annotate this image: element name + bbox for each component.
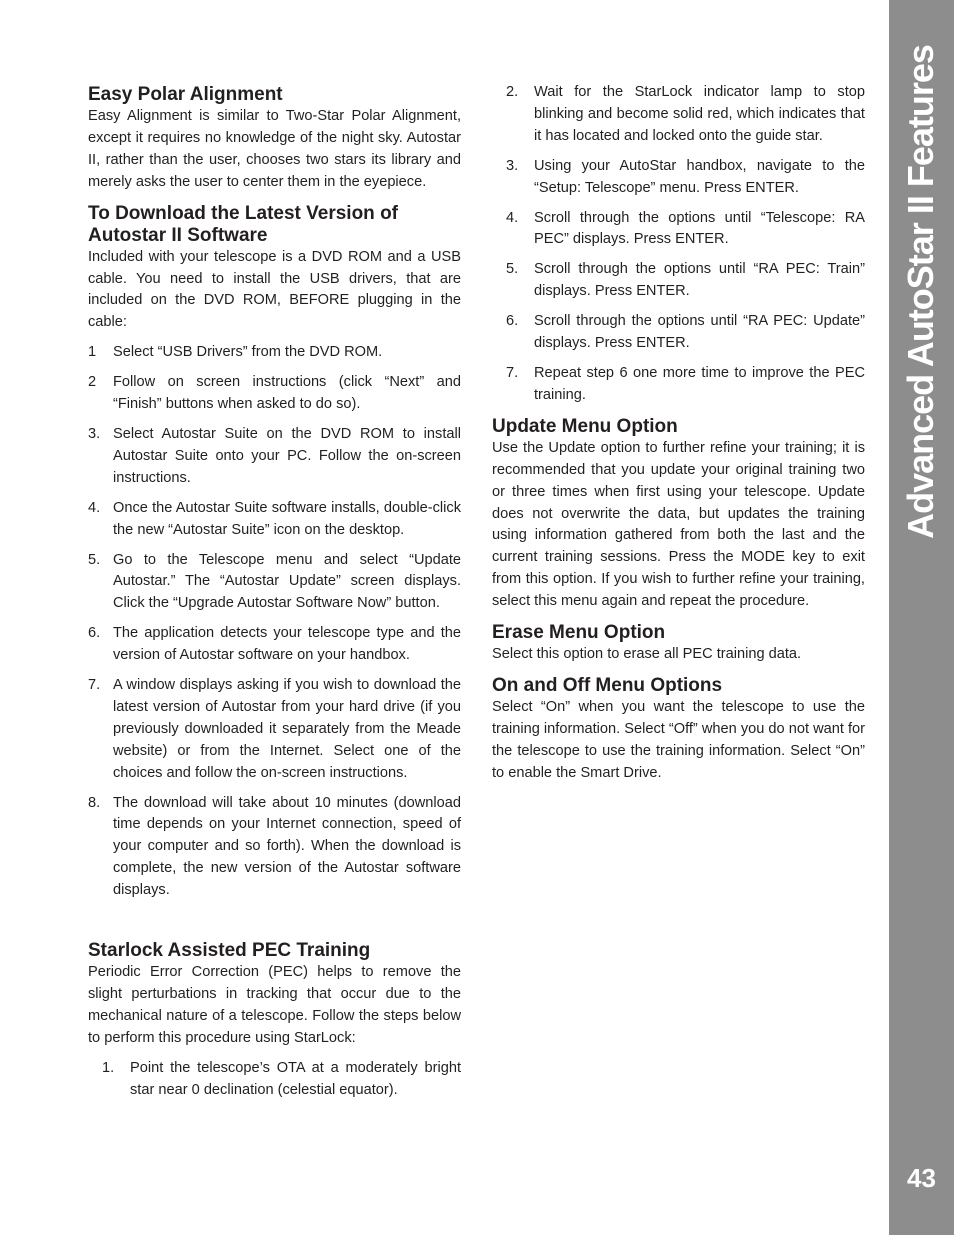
list-item: 6. Scroll through the options until “RA PEC: Update” displays. Press ENTER. [506,313,865,352]
starlock-steps-continued [492,82,865,407]
erase-body: Select this option to erase all PEC training data. [492,646,802,663]
chapter-title: Advanced AutoStar II Features [900,45,941,539]
list-item: 7. Repeat step 6 one more time to improve the PEC training. [506,364,865,403]
list-item: 5. Scroll through the options until “RA PEC: Train” displays. Press ENTER. [506,261,865,300]
easy-polar-body: Easy Alignment is similar to Two-Star Polar Alignment, except it requires no knowledge of the night sky. Autostar II, rather than the user, chooses two stars its library and merely asks the user to center them in the eyepiece. [88,108,461,190]
update-heading: Update Menu Option [492,415,678,437]
list-item: 3. Select Autostar Suite on the DVD ROM to install Autostar Suite onto your PC. Follow the on-screen instructions. [88,425,461,486]
onoff-heading: On and Off Menu Options [492,674,723,696]
list-item: 1. Point the telescope’s OTA at a moderately bright star near 0 declination (celestial equator). [102,1059,461,1098]
list-item: 2 Follow on screen instructions (click “Next” and “Finish” buttons when asked to do so). [88,374,461,413]
left-column [88,84,461,1102]
update-body: Use the Update option to further refine your training; it is recommended that you update your original training two or three times when first using your telescope. Update does not overwrite the data, but updates the training using information gathered from both the last and the current training sessions. Press the MODE key to exit from this option. If you wish to further refine your training, select this menu again and repeat the procedure. [492,439,865,610]
list-item: 8. The download will take about 10 minutes (download time depends on your Internet connection, speed of your computer and so forth). When the download is complete, the new version of the Autostar software displays. [88,794,461,899]
erase-heading: Erase Menu Option [492,622,666,644]
download-body: Included with your telescope is a DVD ROM and a USB cable. You need to install the USB drivers, that are included on the DVD ROM, BEFORE plugging in the cable: [88,248,461,331]
starlock-heading: Starlock Assisted PEC Training [88,940,371,962]
download-heading: To Download the Latest Version of Autostar II Software [88,202,399,246]
list-item: 4. Scroll through the options until “Telescope: RA PEC” displays. Press ENTER. [506,209,865,248]
list-item: 5. Go to the Telescope menu and select “Update Autostar.” The “Autostar Update” screen displays. Click the “Upgrade Autostar Software Now” button. [88,551,461,612]
easy-polar-heading: Easy Polar Alignment [88,84,283,105]
download-steps [88,342,461,902]
list-item: 7. A window displays asking if you wish to download the latest version of Autostar from your hard drive (if you previously downloaded it separately from the Meade website) or from the Internet. Select one of the choices and follow the on-screen instructions. [88,677,461,781]
starlock-body: Periodic Error Correction (PEC) helps to remove the slight perturbations in tracking that occur due to the mechanical nature of a telescope. Follow the steps below to perform this procedure using StarLock: [88,964,461,1046]
list-item: 6. The application detects your telescope type and the version of Autostar software on your handbox. [88,625,461,664]
list-item: 1 Select “USB Drivers” from the DVD ROM. [88,344,383,361]
onoff-body: Select “On” when you want the telescope to use the training information. Select “Off” when you do not want for the telescope to use the training information. Select “On” to enable the Smart Drive. [492,698,865,781]
chapter-sidebar [889,0,954,1235]
right-column [492,82,865,785]
list-item: 3. Using your AutoStar handbox, navigate to the “Setup: Telescope” menu. Press ENTER. [506,157,865,196]
page-number: 43 [907,1163,936,1193]
list-item: 2. Wait for the StarLock indicator lamp to stop blinking and become solid red, which indicates that it has located and locked onto the guide star. [506,84,865,144]
starlock-steps [88,1058,461,1102]
list-item: 4. Once the Autostar Suite software installs, double-click the new “Autostar Suite” icon on the desktop. [88,499,461,538]
